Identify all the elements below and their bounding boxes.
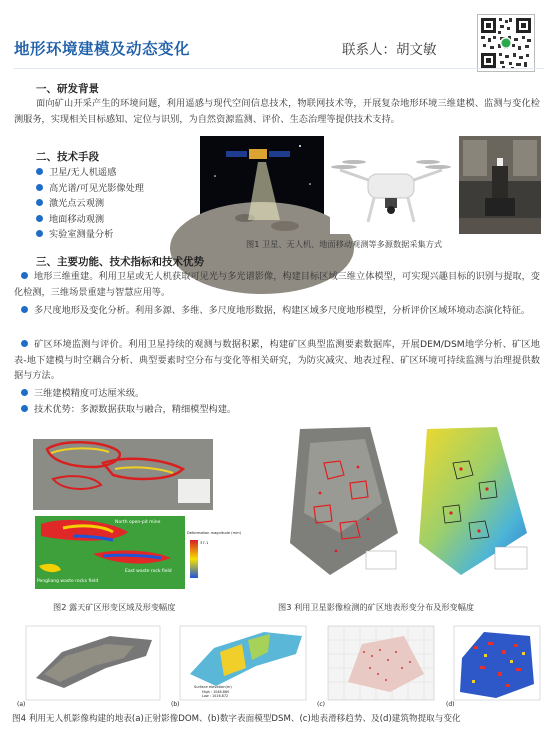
figure-4b-dsm (168, 622, 310, 708)
figure-3-caption: 图3 利用卫星影像检测的矿区地表形变分布及形变幅度 (278, 602, 475, 612)
figure-3b-deformation-raster (403, 423, 530, 583)
section-heading-functions: 三、主要功能、技术指标和技术优势 (36, 256, 204, 268)
bullet-icon (21, 405, 28, 412)
list-item: 实验室测量分析 (36, 227, 144, 243)
fig4b-legend-max: High : 1048.860 (202, 690, 230, 694)
background-paragraph: 面向矿山开采产生的环境问题，利用遥感与现代空间信息技术，物联网技术等，开展复杂地形环境三维建模、监测与变化检测服务，实现相关目标感知、定位与识别，为自然资源监测、评价、生态治理等提供技术支持。 (14, 98, 540, 125)
fig4-panel-d-label: (d) (446, 701, 455, 708)
figure-4d-building-extraction (444, 622, 544, 708)
figure-4-caption: 图4 利用无人机影像构建的地表(a)正射影像DOM、(b)数字表面模型DSM、(c)地表滑移趋势、及(d)建筑物提取与变化 (12, 714, 461, 724)
figure-2b-deformation-magnitude (33, 514, 241, 591)
figure-3a-satellite-image (270, 423, 401, 583)
function-item-accuracy: 三维建模精度可达厘米级。 (14, 386, 540, 402)
satellite-image (200, 136, 324, 234)
page-title: 地形环境建模及动态变化 (14, 40, 191, 58)
figure-1-caption: 图1 卫星、无人机、地面移动观测等多源数据采集方式 (246, 239, 443, 249)
drone-image (330, 136, 452, 234)
function-item-3d-reconstruction: 地形三维重建。利用卫星或无人机获取可见光与多光谱影像，构建目标区域三维立体模型，可实现兴趣目标的识别与提取，变化检测，三维场景重建与智慧应用等。 (14, 271, 540, 298)
list-item: 地面移动观测 (36, 212, 144, 228)
fig2-legend-title: Deformation magnitude (mm) (187, 531, 241, 535)
bullet-icon (21, 306, 28, 313)
function-item-advantages: 技术优势：多源数据获取与融合，精细模型构建。 (14, 402, 540, 418)
section-heading-methods: 二、技术手段 (36, 151, 99, 163)
figure-4a-orthophoto (14, 622, 164, 708)
contact-person: 联系人：胡文敏 (342, 42, 437, 58)
list-item: 高光谱/可见光影像处理 (36, 181, 144, 197)
bullet-icon (36, 230, 43, 237)
bullet-icon (36, 184, 43, 191)
qr-code-icon (477, 14, 535, 72)
fig4b-legend-title: Surface elevation(m) (194, 685, 232, 689)
list-item: 激光点云观测 (36, 196, 144, 212)
bullet-icon (21, 389, 28, 396)
fig2-label-west: Pengliang waste rocks field (37, 579, 99, 584)
section-heading-background: 一、研发背景 (36, 83, 99, 95)
bullet-icon (36, 168, 43, 175)
fig4-panel-a-label: (a) (17, 701, 26, 708)
header-divider (14, 68, 544, 69)
bullet-icon (21, 340, 28, 347)
fig4b-legend-min: Low : 1016.872 (202, 694, 229, 698)
fig2-legend-max: 37.1 (200, 540, 209, 545)
fig4-panel-b-label: (b) (171, 701, 180, 708)
function-item-multiscale: 多尺度地形及变化分析。利用多源、多维、多尺度地形数据，构建区域多尺度地形模型，分析评价区域环境动态演化特征。 (14, 303, 540, 319)
figure-2a-deformation-map (33, 433, 213, 510)
fig2-label-east: East waste rock field (125, 569, 172, 574)
fig2-label-north: North open-pit mine (115, 520, 161, 525)
list-item: 卫星/无人机遥感 (36, 165, 144, 181)
bullet-icon (21, 272, 28, 279)
figure-4c-slip-trend (314, 622, 438, 708)
ground-robot-image (459, 136, 541, 234)
fig4-panel-c-label: (c) (317, 701, 325, 708)
bullet-icon (36, 199, 43, 206)
figure-2-caption: 图2 露天矿区形变区域及形变幅度 (53, 602, 176, 612)
function-item-monitoring: 矿区环境监测与评价。利用卫星持续的观测与数据积累，构建矿区典型监测要素数据库，开展DEM/DSM地学分析、矿区地表-地下建模与时空耦合分析、典型要素时空分布与变化等相关研究，为防灾减灾、地表过程、矿区环境可持续监测与治理提供数据与方法。 (14, 339, 540, 381)
methods-list (36, 165, 144, 243)
bullet-icon (36, 215, 43, 222)
